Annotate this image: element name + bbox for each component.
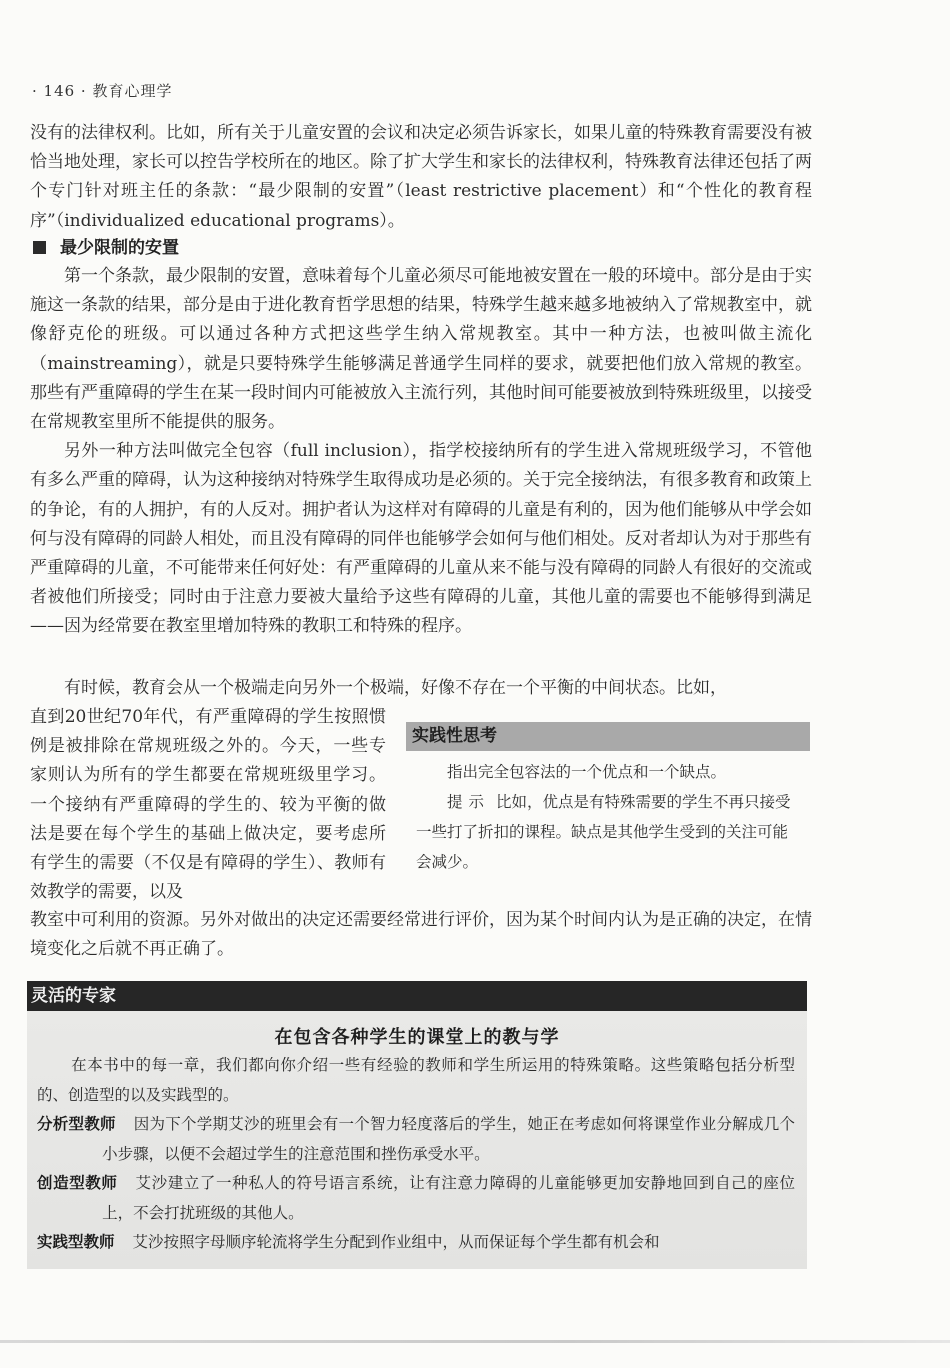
role-practical <box>37 1228 795 1258</box>
practice-box-body <box>406 751 810 877</box>
expert-box-title: 在包含各种学生的课堂上的教与学 <box>274 1027 560 1048</box>
role-label: 分析型教师 <box>37 1115 116 1133</box>
square-bullet-icon <box>33 241 46 254</box>
practice-thinking-box <box>406 722 810 882</box>
paragraph-3-line: 有时候，教育会从一个极端走向另外一个极端，好像不存在一个平衡的中间状态。比如， <box>64 678 727 698</box>
paragraph-3-wrapped: 直到20世纪70年代，有严重障碍的学生按照惯例是被排除在常规班级之外的。今天，一些专家则认为所有的学生都要在常规班级里学习。一个接纳有严重障碍的学生的、较为平衡的做法是要在每个学生的基础上做决定，要考虑所有学生的需要（不仅是有障碍的学生）、教师有效教学的需要，以及 <box>30 707 386 903</box>
paragraph-2: 另外一种方法叫做完全包容（full inclusion），指学校接纳所有的学生进入常规班级学习，不管他有多么严重的障碍，认为这种接纳对特殊学生取得成功是必须的。关于完全接纳法，有很多教育和政策上的争论，有的人拥护，有的人反对。拥护者认为这样对有障碍的儿童是有利的，因为他们能够从中学会如何与没有障碍的同龄人相处，而且没有障碍的同伴也能够学会如何与他们相处。反对者却认为对于那些有严重障碍的儿童，不可能带来任何好处：有严重障碍的儿童从来不能与没有障碍的同龄人有很好的交流或者被他们所接受；同时由于注意力要被大量给予这些有障碍的儿童，其他儿童的需要也不能够得到满足——因为经常要在教室里增加特殊的教职工和特殊的程序。 <box>30 441 812 637</box>
expert-lead: 在本书中的每一章，我们都向你介绍一些有经验的教师和学生所运用的特殊策略。这些策略包括分析型的、创造型的以及实践型的。 <box>37 1056 795 1104</box>
hint-label: 提示 <box>447 793 491 811</box>
role-text: 因为下个学期艾沙的班里会有一个智力轻度落后的学生，她正在考虑如何将课堂作业分解成几个小步骤，以便不会超过学生的注意范围和挫伤承受水平。 <box>102 1115 795 1163</box>
role-text: 艾沙按照字母顺序轮流将学生分配到作业组中，从而保证每个学生都有机会和 <box>132 1233 660 1251</box>
section-body <box>30 262 812 642</box>
paragraph-3-ending: 教室中可利用的资源。另外对做出的决定还需要经常进行评价，因为某个时间内认为是正确的决定，在情境变化之后就不再正确了。 <box>30 910 812 960</box>
hint-text: 比如，优点是有特殊需要的学生不再只接受一些打了折扣的课程。缺点是其他学生受到的关注可能会减少。 <box>416 793 791 871</box>
role-creative <box>37 1169 795 1228</box>
role-label: 实践型教师 <box>37 1233 115 1251</box>
paragraph-text: 没有的法律权利。比如，所有关于儿童安置的会议和决定必须告诉家长，如果儿童的特殊教育需要没有被恰当地处理，家长可以控告学校所在的地区。除了扩大学生和家长的法律权利，特殊教育法律还包括了两个专门针对班主任的条款：“最少限制的安置”（least restrictive placement）和“个性化的教育程序”（individualized educational programs）。 <box>30 123 812 231</box>
flexible-expert-box <box>27 981 807 1269</box>
expert-box-content <box>27 1011 807 1269</box>
practice-box-title: 实践性思考 <box>406 722 810 751</box>
paragraph-3-first-line <box>30 674 812 703</box>
practice-hint <box>416 787 802 877</box>
expert-box-bar: 灵活的专家 <box>27 981 807 1011</box>
intro-paragraph <box>30 119 812 236</box>
practice-question: 指出完全包容法的一个优点和一个缺点。 <box>447 763 727 781</box>
page-header: · 146 · 教育心理学 <box>32 82 173 100</box>
section-heading <box>33 233 179 258</box>
role-analytical <box>37 1110 795 1169</box>
paragraph-3-continued <box>30 906 812 964</box>
role-label: 创造型教师 <box>37 1174 118 1192</box>
paragraph-1: 第一个条款，最少限制的安置，意味着每个儿童必须尽可能地被安置在一般的环境中。部分是由于实施这一条款的结果，部分是由于进化教育哲学思想的结果，特殊学生越来越多地被纳入了常规教室中，就像舒克伦的班级。可以通过各种方式把这些学生纳入常规教室。其中一种方法，也被叫做主流化（mainstreaming），就是只要特殊学生能够满足普通学生同样的要求，就要把他们放入常规的教室。那些有严重障碍的学生在某一段时间内可能被放入主流行列，其他时间可能要被放到特殊班级里，以接受在常规教室里所不能提供的服务。 <box>30 266 812 433</box>
section-heading-text: 最少限制的安置 <box>60 238 179 258</box>
expert-box-text <box>27 1049 807 1258</box>
page-bottom-edge <box>0 1340 950 1343</box>
role-text: 艾沙建立了一种私人的符号语言系统，让有注意力障碍的儿童能够更加安静地回到自己的座位上，不会打扰班级的其他人。 <box>102 1174 795 1222</box>
